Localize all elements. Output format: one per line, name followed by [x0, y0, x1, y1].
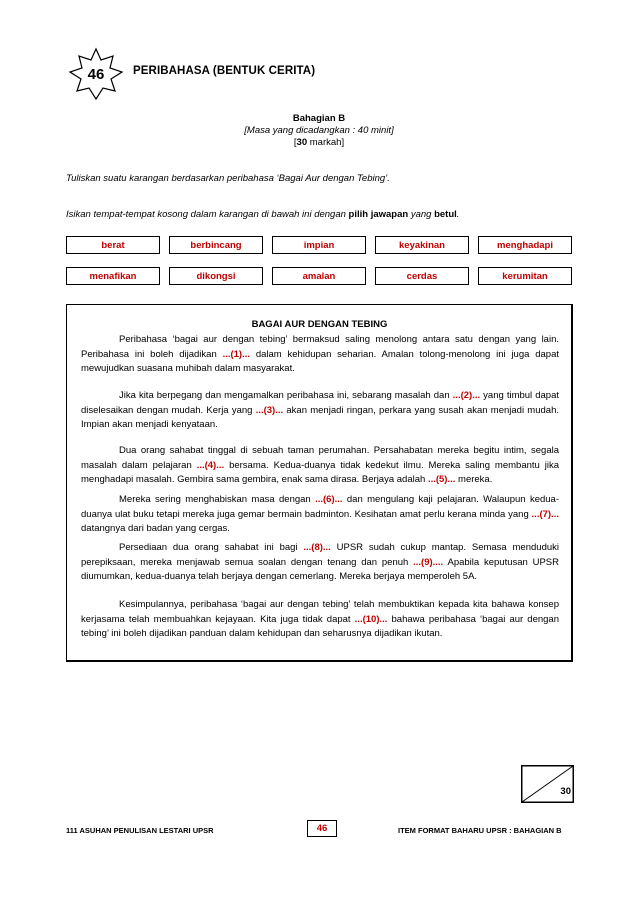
blank-2: ...(2)... — [452, 390, 481, 401]
score-box-outline — [521, 765, 574, 803]
word-box: dikongsi — [169, 267, 263, 285]
passage-paragraph-5: Persediaan dua orang sahabat ini bagi ...(8)... UPSR sudah cukup mantap. Semasa menduduki perepiksaan, mereka menjawab semua soalan dengan tenang dan penuh ...(9).... Apabila keputusan UPSR diumumkan, kedua-duanya telah berjaya dengan cemerlang. Mereka berjaya memperoleh 5A. — [81, 542, 559, 582]
page-number-star-badge — [68, 47, 124, 101]
score-total: 30 — [560, 786, 571, 797]
blank-5: ...(5)... — [427, 474, 456, 485]
word-box: amalan — [272, 267, 366, 285]
word-box: impian — [272, 236, 366, 254]
blank-4: ...(4)... — [196, 459, 225, 471]
passage-paragraph-6: Kesimpulannya, peribahasa ‘bagai aur dengan tebing’ telah membuktikan kepada kita bahawa konsep kerjasama telah membuahkan kejayaan. Kita juga tidak dapat ...(10)... bahawa peribahasa ‘bagai aur dengan tebing’ ini boleh dijadikan panduan dalam kehidupan dan seharusnya dijadikan ikutan. — [81, 599, 560, 639]
star-badge-number: 46 — [87, 65, 105, 83]
word-box: kerumitan — [478, 267, 572, 285]
blank-10: ...(10)... — [354, 613, 388, 625]
page-title: PERIBAHASA (BENTUK CERITA) — [133, 65, 316, 77]
word-box: keyakinan — [375, 236, 469, 254]
passage-title: BAGAI AUR DENGAN TEBING — [251, 319, 388, 330]
blank-1: ...(1)... — [222, 348, 251, 360]
blank-9: ...(9).... — [413, 556, 444, 568]
passage-paragraph-3: Dua orang sahabat tinggal di sebuah taman perumahan. Persahabatan mereka begitu intim, segala masalah dalam pelajaran ...(4)... bersama. Kedua-duanya tidak kedekut ilmu. Mereka saling membantu jika menghadapi masalah. Gembira sama gembira, enak sama dirasa. Berjaya adalah ...(5)... mereka. — [81, 445, 559, 485]
word-box: berbincang — [169, 236, 263, 254]
instruction-1: Tuliskan suatu karangan berdasarkan peribahasa ‘Bagai Aur dengan Tebing’. — [66, 173, 390, 184]
passage-paragraph-4: Mereka sering menghabiskan masa dengan ...(6)... dan mengulang kaji pelajaran. Walaupun kedua-duanya ulat buku tetapi mereka juga gemar bermain badminton. Kesihatan amat perlu kerana minda yang ...(7)... datangnya dari badan yang cergas. — [81, 494, 559, 534]
section-time: [Masa yang dicadangkan : 40 minit] — [244, 125, 394, 136]
blank-8: ...(8)... — [303, 542, 331, 553]
footer-left: 111 ASUHAN PENULISAN LESTARI UPSR — [66, 826, 214, 835]
word-box: cerdas — [375, 267, 469, 285]
blank-6: ...(6)... — [315, 494, 343, 505]
footer-page-number: 46 — [307, 820, 337, 837]
blank-7: ...(7)... — [531, 508, 559, 520]
instruction-2: Isikan tempat-tempat kosong dalam karangan di bawah ini dengan pilih jawapan yang betul. — [66, 209, 460, 220]
word-box: menafikan — [66, 267, 160, 285]
section-marks: [30 markah] — [293, 137, 345, 148]
passage-paragraph-2: Jika kita berpegang dan mengamalkan peribahasa ini, sebarang masalah dan ...(2)... yang timbul dapat diselesaikan dengan mudah. Kerja yang ...(3)... akan menjadi ringan, perkara yang susah akan menjadi mudah. Impian akan menjadi kenyataan. — [81, 390, 559, 430]
blank-3: ...(3)... — [255, 404, 284, 416]
score-box — [521, 765, 574, 803]
passage-paragraph-1: Peribahasa ‘bagai aur dengan tebing’ bermaksud saling menolong antara satu dengan yang lain. Peribahasa ini boleh dijadikan ...(1)... dalam kehidupan seharian. Amalan tolong-menolong ini juga dapat mewujudkan suasana muhibah dalam masyarakat. — [81, 334, 559, 374]
section-name: Bahagian B — [292, 113, 346, 124]
footer-right: ITEM FORMAT BAHARU UPSR : BAHAGIAN B — [398, 826, 562, 835]
word-box: menghadapi — [478, 236, 572, 254]
word-box: berat — [66, 236, 160, 254]
